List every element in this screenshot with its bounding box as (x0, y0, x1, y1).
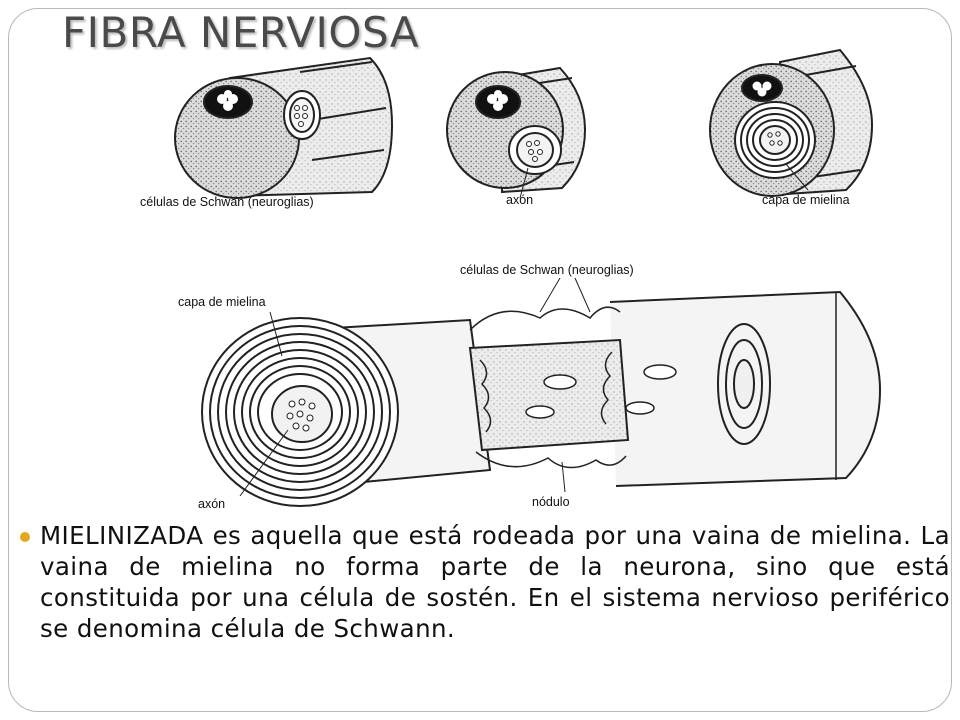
label-schwann-cells-top: células de Schwan (neuroglias) (140, 195, 314, 209)
schwann-cell-stage-3-drawing (710, 50, 872, 196)
label-schwann-cells-bottom: células de Schwan (neuroglias) (460, 263, 634, 277)
bullet-body: es aquella que está rodeada por una vaina de mielina. La vaina de mielina no forma parte de la neurona, sino que está constituida por una célula de sostén. En el sistema nervioso periférico se denomina célula de Schwann. (40, 521, 950, 643)
label-axon-bottom: axón (198, 497, 226, 511)
bullet-marker (20, 532, 30, 542)
schwann-cell-stage-1-drawing (175, 58, 392, 198)
slide-title: FIBRA NERVIOSA (62, 8, 420, 57)
label-myelin-top: capa de mielina (762, 193, 850, 207)
label-myelin-bottom: capa de mielina (178, 295, 266, 309)
label-node: nódulo (532, 495, 570, 509)
label-axon-top: axón (506, 193, 534, 207)
myelinated-fiber-drawing (202, 164, 880, 506)
schwann-cell-stage-2-drawing (447, 68, 585, 192)
bullet-keyword: MIELINIZADA (40, 521, 204, 550)
bullet-point (20, 520, 950, 644)
bullet-paragraph (40, 520, 950, 644)
